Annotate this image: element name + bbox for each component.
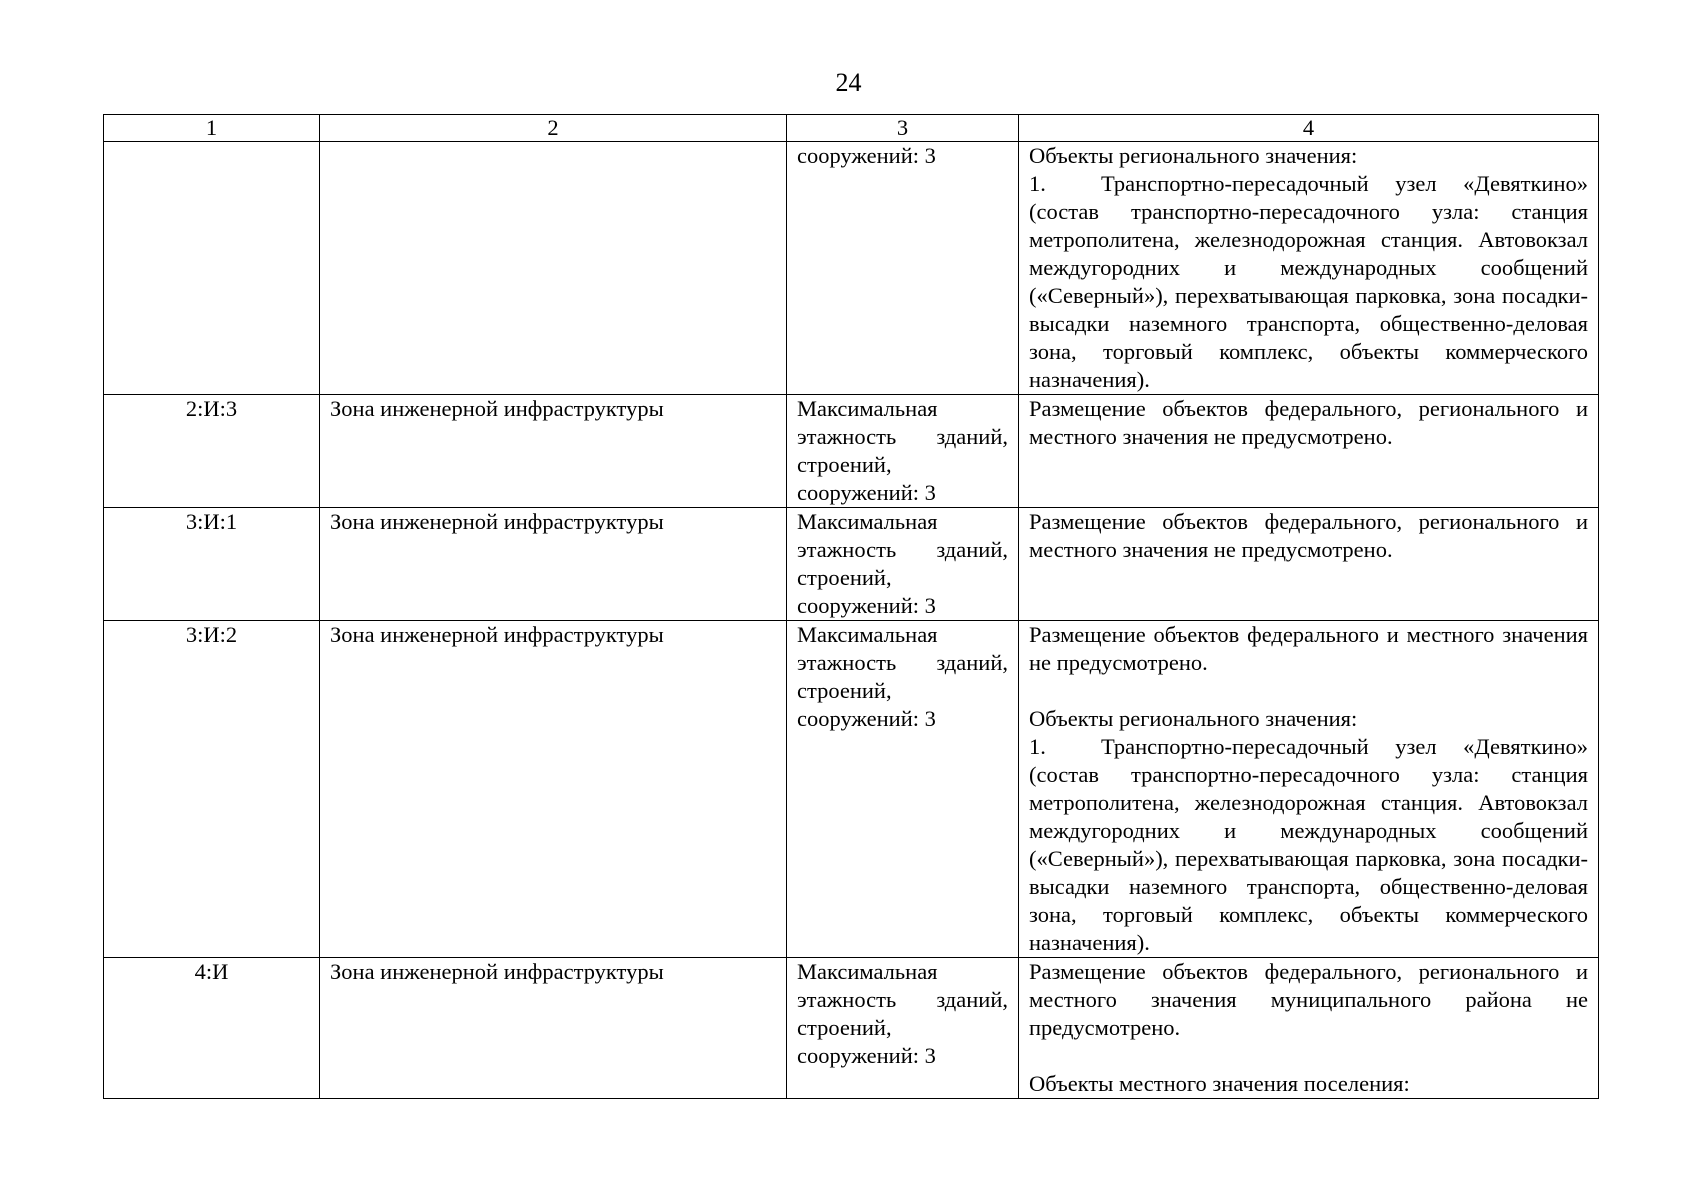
column-header-2: 2 bbox=[320, 115, 787, 142]
zone-code-cell bbox=[104, 142, 320, 395]
table-header-row bbox=[104, 115, 1599, 142]
zone-objects-cell bbox=[1019, 508, 1599, 621]
zone-params-text: Максимальная этажность зданий, строений, сооружений: 3 bbox=[797, 959, 1008, 1068]
page-number: 24 bbox=[835, 68, 862, 97]
zone-params-text: Максимальная этажность зданий, строений, сооружений: 3 bbox=[797, 396, 1008, 505]
zones-table bbox=[103, 114, 1599, 1099]
table-row bbox=[104, 621, 1599, 958]
objects-item-number: 1. bbox=[1029, 734, 1046, 759]
table-row bbox=[104, 395, 1599, 508]
zone-params-cell bbox=[787, 142, 1019, 395]
zone-objects-cell bbox=[1019, 395, 1599, 508]
zone-name-cell: Зона инженерной инфраструктуры bbox=[320, 621, 787, 958]
zone-objects-cell bbox=[1019, 142, 1599, 395]
zone-name-cell: Зона инженерной инфраструктуры bbox=[320, 958, 787, 1099]
objects-item bbox=[1029, 170, 1588, 394]
zone-name-cell: Зона инженерной инфраструктуры bbox=[320, 508, 787, 621]
zone-params-text: сооружений: 3 bbox=[797, 143, 936, 168]
zone-objects-cell bbox=[1019, 958, 1599, 1099]
zone-params-cell bbox=[787, 958, 1019, 1099]
placement-text: Размещение объектов федерального и местного значения не предусмотрено. bbox=[1029, 622, 1588, 675]
zone-params-text: Максимальная этажность зданий, строений, сооружений: 3 bbox=[797, 509, 1008, 618]
objects-title: Объекты регионального значения: bbox=[1029, 143, 1358, 168]
zone-code-cell: 3:И:2 bbox=[104, 621, 320, 958]
column-header-3: 3 bbox=[787, 115, 1019, 142]
paragraph-gap bbox=[1029, 677, 1588, 705]
placement-text: Размещение объектов федерального, регионального и местного значения не предусмотрено. bbox=[1029, 396, 1588, 449]
zone-params-cell bbox=[787, 395, 1019, 508]
placement-text: Размещение объектов федерального, регионального и местного значения муниципального района не предусмотрено. bbox=[1029, 959, 1588, 1040]
zone-params-cell bbox=[787, 621, 1019, 958]
table-row bbox=[104, 958, 1599, 1099]
zone-name-cell bbox=[320, 142, 787, 395]
objects-title: Объекты местного значения поселения: bbox=[1029, 1071, 1410, 1096]
zone-name-cell: Зона инженерной инфраструктуры bbox=[320, 395, 787, 508]
table-row-continuation bbox=[104, 142, 1599, 395]
table-row bbox=[104, 508, 1599, 621]
zone-code-cell: 2:И:3 bbox=[104, 395, 320, 508]
column-header-1: 1 bbox=[104, 115, 320, 142]
zone-objects-cell bbox=[1019, 621, 1599, 958]
objects-item bbox=[1029, 733, 1588, 957]
objects-item-text: Транспортно-пересадочный узел «Девяткино» (состав транспортно-пересадочного узла: станция метрополитена, железнодорожная станция. Автовокзал междугородних и международных сообщений («Северный»), перехватывающая парковка, зона посадки-высадки наземного транспорта, общественно-деловая зона, торговый комплекс, объекты коммерческого назначения). bbox=[1029, 734, 1588, 955]
zone-params-text: Максимальная этажность зданий, строений, сооружений: 3 bbox=[797, 622, 1008, 731]
placement-text: Размещение объектов федерального, регионального и местного значения не предусмотрено. bbox=[1029, 509, 1588, 562]
zone-code-cell: 3:И:1 bbox=[104, 508, 320, 621]
zone-params-cell bbox=[787, 508, 1019, 621]
paragraph-gap bbox=[1029, 1042, 1588, 1070]
objects-title: Объекты регионального значения: bbox=[1029, 706, 1358, 731]
column-header-4: 4 bbox=[1019, 115, 1599, 142]
zone-code-cell: 4:И bbox=[104, 958, 320, 1099]
objects-item-number: 1. bbox=[1029, 171, 1046, 196]
objects-item-text: Транспортно-пересадочный узел «Девяткино» (состав транспортно-пересадочного узла: станция метрополитена, железнодорожная станция. Автовокзал междугородних и международных сообщений («Северный»), перехватывающая парковка, зона посадки-высадки наземного транспорта, общественно-деловая зона, торговый комплекс, объекты коммерческого назначения). bbox=[1029, 171, 1588, 392]
